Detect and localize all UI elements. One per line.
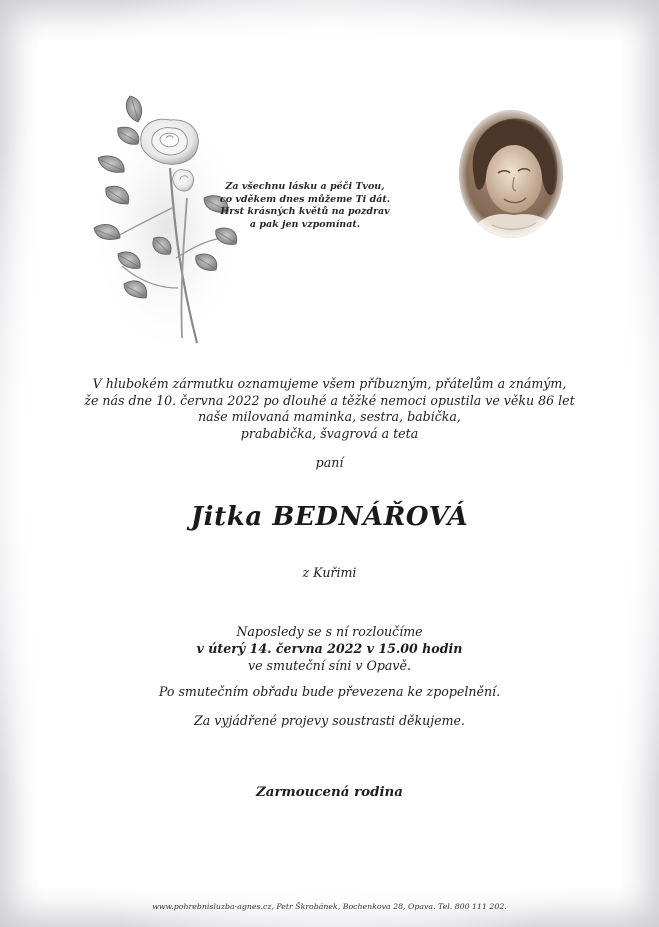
announcement-line: naše milovaná maminka, sestra, babička, (198, 409, 461, 424)
signature: Zarmoucená rodina (256, 784, 403, 800)
salutation: paní (315, 455, 344, 470)
hometown: z Kuřimi (302, 565, 357, 580)
deceased-name: Jitka BEDNÁŘOVÁ (190, 502, 469, 532)
poem-line: Hrst krásných květů na pozdrav (220, 206, 390, 217)
announcement-line: že nás dne 10. června 2022 po dlouhé a těžké nemoci opustila ve věku 86 let (84, 392, 575, 408)
funeral-intro: Naposledy se s ní rozloučíme (236, 624, 423, 639)
announcement-line: prababička, švagrová a teta (240, 425, 419, 441)
funeral-location: ve smuteční síni v Opavě. (247, 658, 411, 673)
poem-line: Za všechnu lásku a péči Tvou, (225, 181, 385, 192)
cremation-note: Po smutečním obřadu bude převezena ke zpopelnění. (158, 684, 501, 699)
thanks-note: Za vyjádřené projevy soustrasti děkujeme. (193, 713, 466, 728)
funeral-service-footer: www.pohrebnisluzba-agnes.cz, Petr Škrobánek, Bochenkova 28, Opava. Tel. 800 111 202. (152, 902, 507, 911)
poem-line: co vděkem dnes můžeme Ti dát. (219, 193, 391, 205)
poem-verse (205, 181, 405, 231)
portrait-photo (456, 107, 566, 241)
announcement-line: V hlubokém zármutku oznamujeme všem příbuzným, přátelům a známým, (92, 376, 567, 391)
funeral-details (0, 623, 659, 674)
announcement-text (0, 376, 659, 442)
poem-line: a pak jen vzpomínat. (249, 218, 361, 230)
funeral-date-time: v úterý 14. června 2022 v 15.00 hodin (196, 641, 463, 656)
